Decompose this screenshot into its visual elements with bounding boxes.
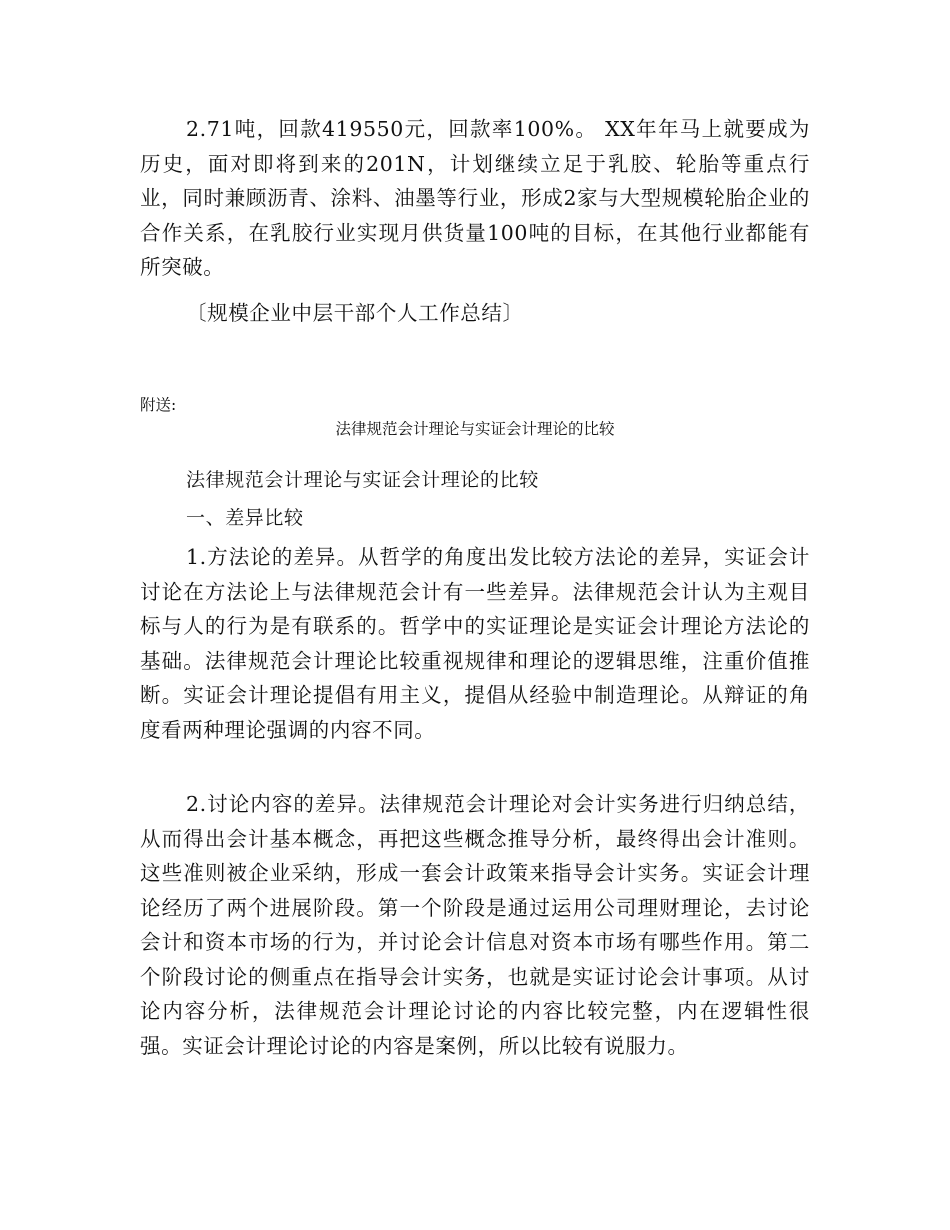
attachment-label: 附送: xyxy=(140,396,177,414)
paragraph-methodology: 1.方法论的差异。从哲学的角度出发比较方法论的差异，实证会计讨论在方法论上与法律规范会计有一些差异。法律规范会计认为主观目标与人的行为是有联系的。哲学中的实证理论是实证会计理论方法论的基础。法律规范会计理论比较重视规律和理论的逻辑思维，注重价值推断。实证会计理论提倡有用主义，提倡从经验中制造理论。从辩证的角度看两种理论强调的内容不同。 xyxy=(140,545,810,742)
source-note: 〔规模企业中层干部个人工作总结〕 xyxy=(186,301,524,325)
section-heading: 一、差异比较 xyxy=(186,507,304,529)
intro-paragraph: 2.71吨，回款419550元，回款率100%。 XX年年马上就要成为历史，面对即将到来的201N，计划继续立足于乳胶、轮胎等重点行业，同时兼顾沥青、涂料、油墨等行业，形成2家与大型规模轮胎企业的合作关系，在乳胶行业实现月供货量100吨的目标，在其他行业都能有所突破。 xyxy=(140,117,810,279)
paragraph-research-content: 2.讨论内容的差异。法律规范会计理论对会计实务进行归纳总结，从而得出会计基本概念，再把这些概念推导分析，最终得出会计准则。这些准则被企业采纳，形成一套会计政策来指导会计实务。实证会计理论经历了两个进展阶段。第一个阶段是通过运用公司理财理论，去讨论会计和资本市场的行为，并讨论会计信息对资本市场有哪些作用。第二个阶段讨论的侧重点在指导会计实务，也就是实证讨论会计事项。从讨论内容分析，法律规范会计理论讨论的内容比较完整，内在逻辑性很强。实证会计理论讨论的内容是案例，所以比较有说服力。 xyxy=(140,792,810,1058)
attachment-title: 法律规范会计理论与实证会计理论的比较 xyxy=(335,420,615,438)
article-title: 法律规范会计理论与实证会计理论的比较 xyxy=(186,469,539,491)
